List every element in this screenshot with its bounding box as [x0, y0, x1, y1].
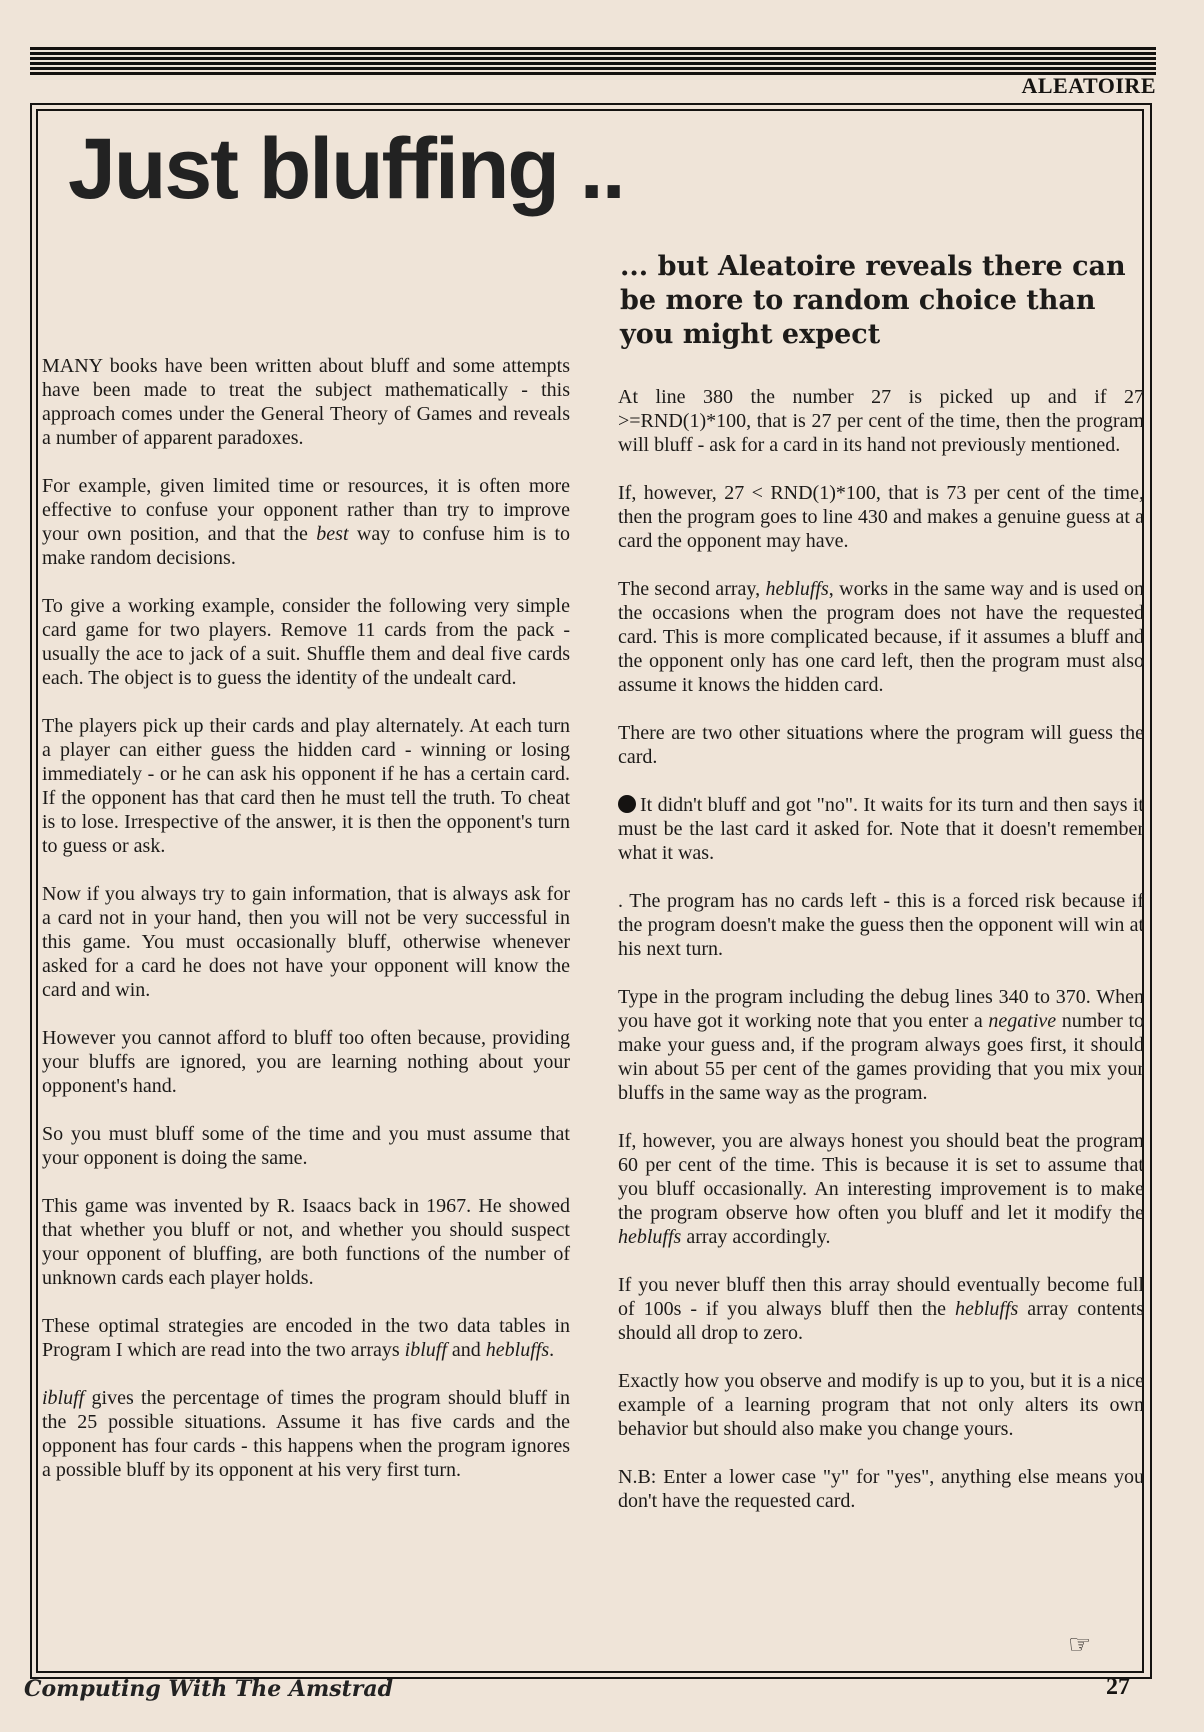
- bullet-icon: [618, 795, 636, 813]
- paragraph: To give a working example, consider the following very simple card game for two players. Remove 11 cards from the pack - usually the ace to jack of a suit. Shuffle them and deal five cards each. The object is to guess the identity of the undealt card.: [42, 595, 570, 689]
- emphasis: best: [316, 523, 349, 545]
- paragraph: Now if you always try to gain information, that is always ask for a card not in your hand, then you will not be very successful in this game. You must occasionally bluff, otherwise whenever asked for a card he does not have your opponent will know the card and win.: [42, 883, 570, 1001]
- emphasis: ibluff: [404, 1339, 447, 1361]
- emphasis: hebluffs: [954, 1298, 1019, 1320]
- emphasis: hebluffs: [485, 1339, 550, 1361]
- paragraph: The second array, hebluffs, works in the same way and is used on the occasions when the program does not have the requested card. This is more complicated because, if it assumes a bluff and the opponent only has one card left, then the program must also assume it knows the hidden card.: [618, 578, 1145, 696]
- paragraph: So you must bluff some of the time and you must assume that your opponent is doing the same.: [42, 1123, 570, 1169]
- section-label: ALEATOIRE: [1021, 73, 1156, 98]
- paragraph: Exactly how you observe and modify is up to you, but it is a nice example of a learning program that not only alters its own behavior but should also make you change yours.: [618, 1370, 1144, 1440]
- left-column: [42, 354, 570, 1506]
- bullet-paragraph: It didn't bluff and got "no". It waits for its turn and then says it must be the last card it asked for. Note that it doesn't remember what it was.: [618, 794, 1144, 864]
- paragraph: These optimal strategies are encoded in the two data tables in Program I which are read into the two arrays ibluff and hebluffs.: [42, 1315, 570, 1361]
- emphasis: negative: [988, 1010, 1057, 1032]
- standfirst: ... but Aleatoire reveals there can be more to random choice than you might expect: [620, 251, 1126, 350]
- paragraph: This game was invented by R. Isaacs back in 1967. He showed that whether you bluff or not, and whether you should suspect your opponent of bluffing, are both functions of the number of unknown cards each player holds.: [42, 1195, 570, 1289]
- magazine-name: Computing With The Amstrad: [24, 1676, 394, 1702]
- emphasis: hebluffs: [765, 578, 829, 600]
- right-column: [618, 385, 1144, 1537]
- paragraph: The players pick up their cards and play alternately. At each turn a player can either guess the hidden card - winning or losing immediately - or he can ask his opponent if he has a certain card. If the opponent has that card then he must tell the truth. To cheat is to lose. Irrespective of the answer, it is then the opponent's turn to guess or ask.: [42, 715, 570, 857]
- paragraph: N.B: Enter a lower case "y" for "yes", anything else means you don't have the requested card.: [618, 1466, 1144, 1512]
- paragraph: MANY books have been written about bluff and some attempts have been made to treat the subject mathematically - this approach comes under the General Theory of Games and reveals a number of apparent paradoxes.: [42, 355, 570, 449]
- header-rule-bar: [30, 47, 1156, 75]
- paragraph: There are two other situations where the program will guess the card.: [618, 722, 1144, 768]
- paragraph: . The program has no cards left - this is a forced risk because if the program doesn't make the guess then the opponent will win at his next turn.: [618, 890, 1144, 960]
- headline: Just bluffing ..: [68, 121, 624, 217]
- pointing-hand-icon: ☞: [1068, 1630, 1092, 1660]
- paragraph: However you cannot afford to bluff too often because, providing your bluffs are ignored, you are learning nothing about your opponent's hand.: [42, 1027, 570, 1097]
- paragraph: For example, given limited time or resources, it is often more effective to confuse your opponent rather than try to improve your own position, and that the best way to confuse him is to make random decisions.: [42, 475, 570, 569]
- paragraph: If you never bluff then this array should eventually become full of 100s - if you always bluff then the hebluffs array contents should all drop to zero.: [618, 1274, 1144, 1344]
- paragraph: Type in the program including the debug lines 340 to 370. When you have got it working note that you enter a negative number to make your guess and, if the program always goes first, it should win about 55 per cent of the games providing that you mix your bluffs in the same way as the program.: [618, 986, 1144, 1104]
- paragraph: ibluff gives the percentage of times the program should bluff in the 25 possible situations. Assume it has five cards and the opponent has four cards - this happens when the program ignores a possible bluff by its opponent at his very first turn.: [42, 1387, 570, 1481]
- paragraph: If, however, 27 < RND(1)*100, that is 73 per cent of the time, then the program goes to line 430 and makes a genuine guess at a card the opponent may have.: [618, 482, 1144, 552]
- page-number: 27: [1106, 1674, 1130, 1700]
- paragraph: At line 380 the number 27 is picked up and if 27 >=RND(1)*100, that is 27 per cent of the time, then the program will bluff - ask for a card in its hand not previously mentioned.: [618, 386, 1144, 456]
- emphasis: ibluff: [42, 1387, 85, 1409]
- emphasis: hebluffs: [618, 1226, 682, 1248]
- paragraph: If, however, you are always honest you should beat the program 60 per cent of the time. This is because it is set to assume that you bluff occasionally. An interesting improvement is to make the program observe how often you bluff and let it modify the hebluffs array accordingly.: [618, 1130, 1144, 1248]
